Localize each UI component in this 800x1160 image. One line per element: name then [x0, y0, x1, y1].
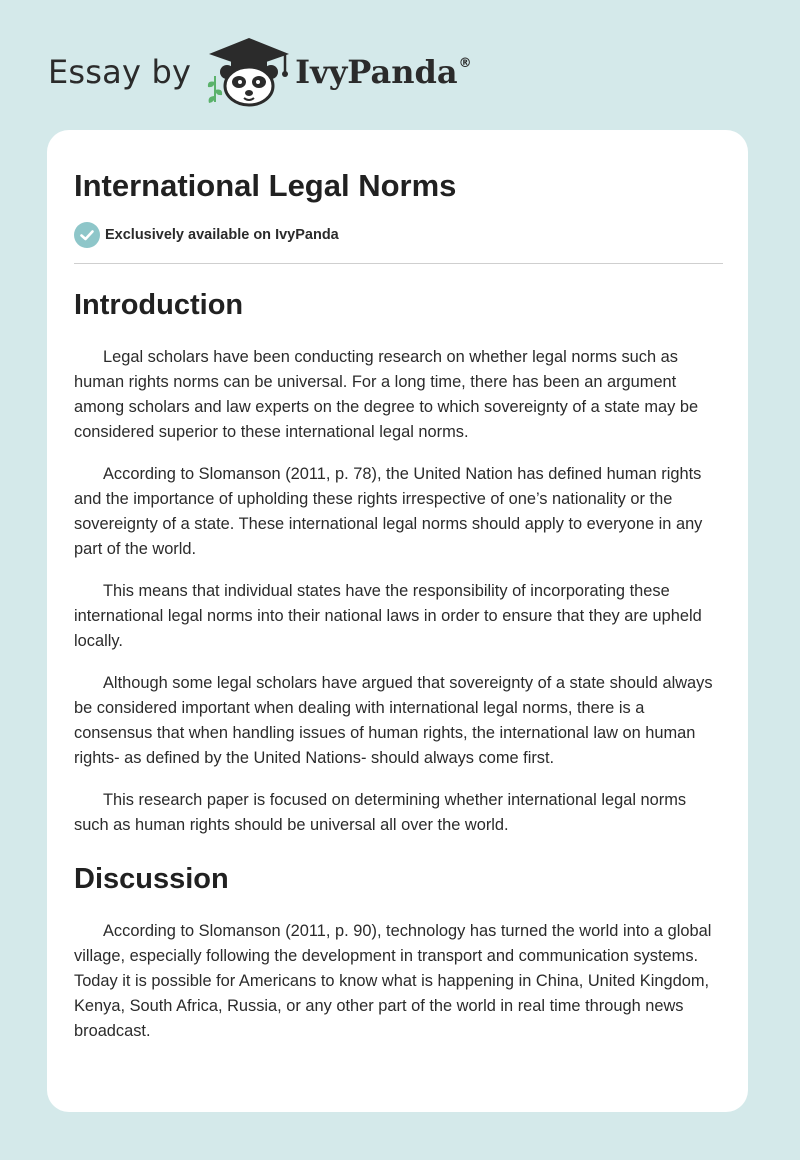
paragraph: According to Slomanson (2011, p. 78), the United Nation has defined human rights and the importance of upholding these rights irrespective of one’s nationality or the sovereignty of a state. These international legal norms should apply to everyone in any part of the world.	[74, 465, 703, 558]
section-heading: Discussion	[74, 863, 229, 895]
brand-name[interactable]: IvyPanda®	[295, 53, 472, 91]
section-introduction	[74, 288, 723, 838]
paragraph: According to Slomanson (2011, p. 90), technology has turned the world into a global village, especially following the development in transport and communication systems. Today it is possible for Americans to know what is happening in China, United Kingdom, Kenya, South Africa, Russia, or any other part of the world in real time through news broadcast.	[74, 922, 712, 1040]
section-heading: Introduction	[74, 289, 244, 321]
ivypanda-logo-icon[interactable]	[205, 36, 293, 108]
paragraph: Legal scholars have been conducting research on whether legal norms such as human rights norms can be universal. For a long time, there has been an argument among scholars and law experts on the degree to which sovereignty of a state may be considered superior to these international legal norms.	[74, 348, 699, 441]
registered-mark: ®	[458, 56, 472, 71]
check-circle-icon	[74, 222, 100, 248]
exclusive-badge-label: Exclusively available on IvyPanda	[105, 227, 339, 243]
essay-content	[74, 130, 723, 1044]
paragraph: This means that individual states have the responsibility of incorporating these international legal norms into their national laws in order to ensure that they are upheld locally.	[74, 582, 702, 650]
title-divider	[74, 263, 723, 264]
page-title: International Legal Norms	[74, 168, 457, 203]
site-header	[48, 36, 472, 108]
essay-card	[47, 130, 748, 1112]
section-discussion	[74, 862, 723, 1044]
paragraph: Although some legal scholars have argued that sovereignty of a state should always be considered important when dealing with international legal norms, there is a consensus that when handling issues of human rights, the international law on human rights- as defined by the United Nations- should always come first.	[74, 674, 713, 767]
paragraph: This research paper is focused on determining whether international legal norms such as human rights should be universal all over the world.	[74, 791, 687, 834]
exclusive-badge	[74, 222, 723, 248]
brand-prefix: Essay by	[48, 53, 192, 91]
